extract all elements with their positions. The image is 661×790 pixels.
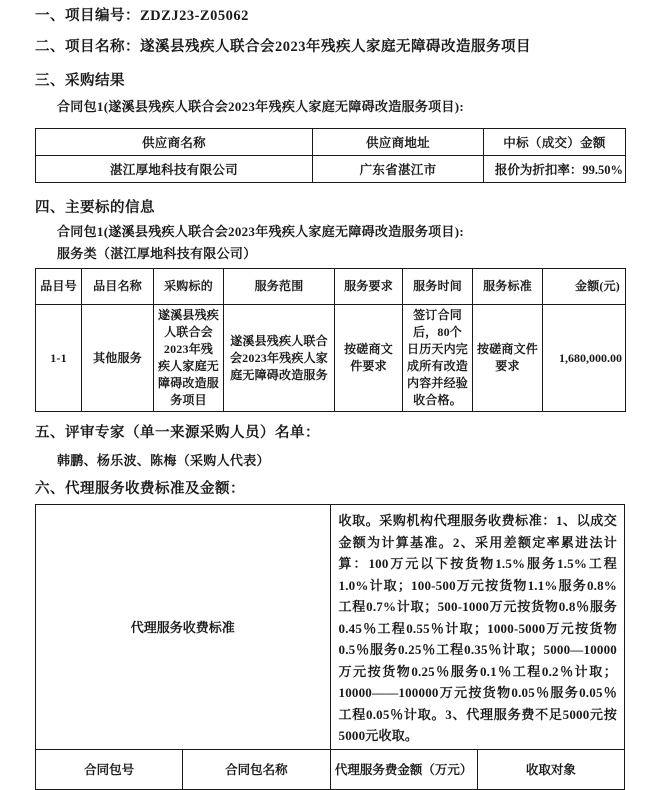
- supplier-name-cell: 湛江厚地科技有限公司: [36, 156, 313, 183]
- main-subject-package-line: 合同包1(遂溪县残疾人联合会2023年残疾人家庭无障碍改造服务项目):: [57, 224, 464, 239]
- amount-header: 金额(元): [543, 269, 626, 305]
- contract-package-name-header: 合同包名称: [183, 749, 330, 789]
- time-header: 服务时间: [403, 269, 473, 305]
- requirement-header: 服务要求: [335, 269, 403, 305]
- fee-payer-header: 收取对象: [477, 749, 624, 789]
- item-no-header: 品目号: [36, 269, 82, 305]
- table-row: [36, 305, 626, 412]
- procurement-result-heading: 三、采购结果: [35, 73, 125, 89]
- supplier-result-table: [35, 128, 626, 183]
- supplier-name-header: 供应商名称: [36, 129, 313, 156]
- supplier-address-cell: 广东省湛江市: [313, 156, 484, 183]
- amount-cell: 1,680,000.00: [543, 305, 626, 412]
- award-amount-header: 中标（成交）金额: [484, 129, 626, 156]
- table-row: [36, 156, 626, 183]
- main-subject-service-line: 服务类（湛江厚地科技有限公司）: [57, 246, 257, 261]
- standard-cell: 按磋商文件要求: [473, 305, 543, 412]
- main-subject-heading: 四、主要标的信息: [35, 200, 155, 216]
- experts-heading: 五、评审专家（单一来源采购人员）名单：: [35, 425, 320, 441]
- project-number-line: 一、项目编号：ZDZJ23-Z05062: [35, 8, 249, 24]
- procurement-result-package-line: 合同包1(遂溪县残疾人联合会2023年残疾人家庭无障碍改造服务项目):: [57, 99, 464, 114]
- table-header-row: [36, 129, 626, 156]
- fee-footer-header-row: [36, 749, 625, 789]
- contract-package-no-header: 合同包号: [36, 749, 183, 789]
- item-name-header: 品目名称: [82, 269, 154, 305]
- item-no-cell: 1-1: [36, 305, 82, 412]
- agency-fee-table: [35, 504, 625, 790]
- award-amount-cell: 报价为折扣率：99.50%: [484, 156, 626, 183]
- experts-names-line: 韩鹏、杨乐波、陈梅（采购人代表）: [57, 453, 270, 468]
- time-cell: 签订合同后，80个日历天内完成所有改造内容并经验收合格。: [403, 305, 473, 412]
- project-name-line: 二、项目名称：遂溪县残疾人联合会2023年残疾人家庭无障碍改造服务项目: [35, 39, 531, 55]
- fee-standard-text-cell: 收取。采购机构代理服务收费标准：1、以成交金额为计算基准。2、采用差额定率累进法计算：100万元以下按货物1.5%服务1.5%工程1.0%计取；100-500万元按货物1.1%服务0.8%工程0.7%计取；500-1000万元按货物0.8％服务0.45％工程0.55％计取；1000-5000万元按货物0.5％服务0.25％工程0.35％计取；5000—10000万元按货物0.25％服务0.1％工程0.2％计取；10000——100000万元按货物0.05％服务0.05％工程0.05％计取。3、代理服务费不足5000元按5000元收取。: [330, 505, 625, 750]
- standard-header: 服务标准: [473, 269, 543, 305]
- agency-fee-amount-header: 代理服务费金额（万元）: [330, 749, 477, 789]
- main-subject-table: [35, 268, 626, 412]
- table-header-row: [36, 269, 626, 305]
- fee-standard-row: [36, 505, 625, 750]
- subject-header: 采购标的: [154, 269, 224, 305]
- subject-cell: 遂溪县残疾人联合会2023年残疾人家庭无障碍改造服务项目: [154, 305, 224, 412]
- requirement-cell: 按磋商文件要求: [335, 305, 403, 412]
- scope-header: 服务范围: [224, 269, 335, 305]
- item-name-cell: 其他服务: [82, 305, 154, 412]
- scope-cell: 遂溪县残疾人联合会2023年残疾人家庭无障碍改造服务: [224, 305, 335, 412]
- supplier-address-header: 供应商地址: [313, 129, 484, 156]
- agency-fee-heading: 六、代理服务收费标准及金额：: [35, 481, 245, 497]
- fee-standard-label-cell: 代理服务收费标准: [36, 505, 331, 750]
